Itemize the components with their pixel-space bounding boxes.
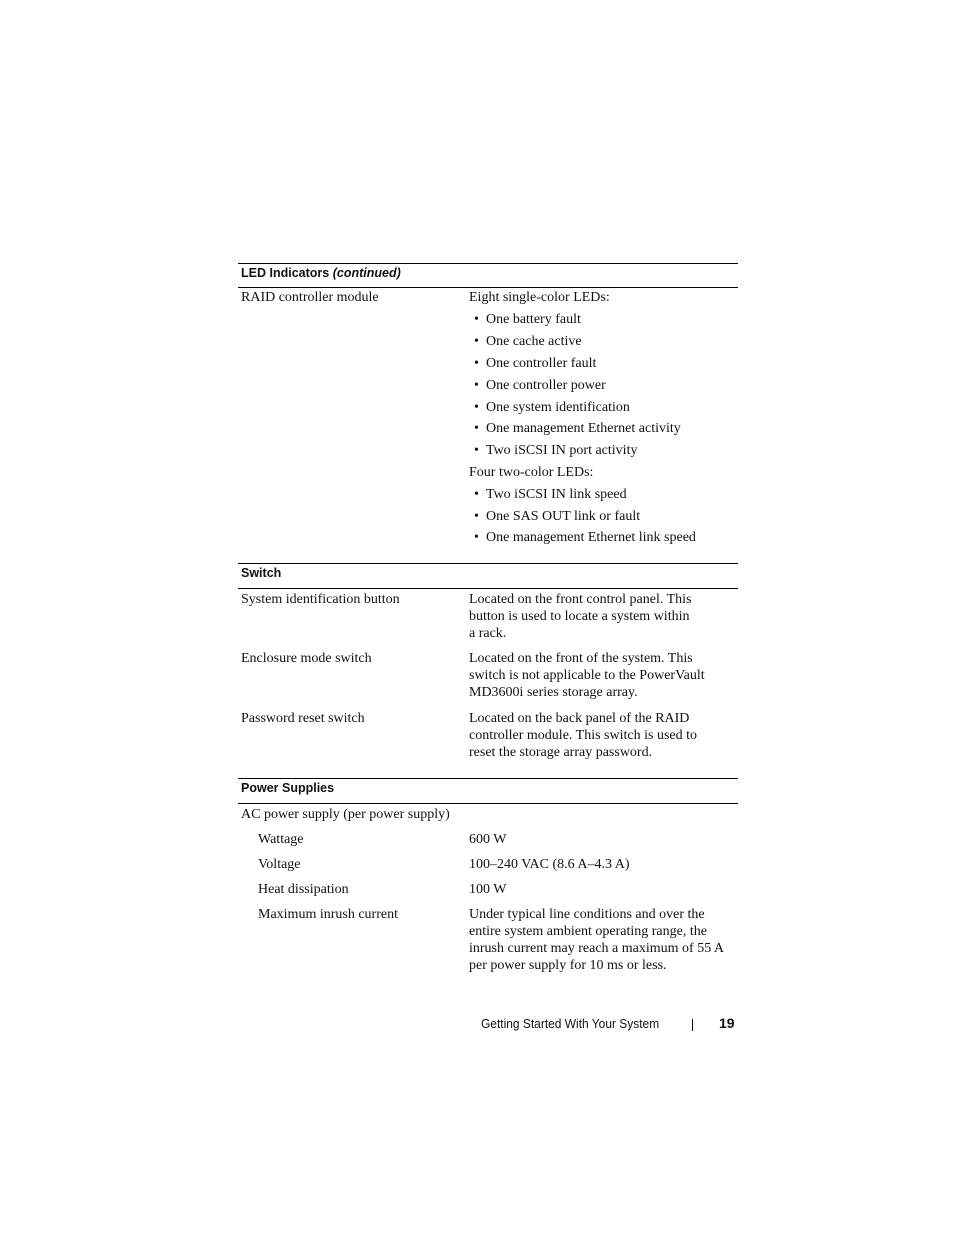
list-item: One cache active: [486, 334, 582, 349]
bullet-icon: •: [474, 443, 479, 458]
led-header-rule: [238, 287, 738, 288]
list-item: One system identification: [486, 400, 630, 415]
power-row-value: 100 W: [469, 882, 507, 897]
switch-row-label: System identification button: [241, 592, 400, 607]
bullet-icon: •: [474, 356, 479, 371]
switch-row-label: Enclosure mode switch: [241, 651, 372, 666]
led-intro-two: Four two-color LEDs:: [469, 465, 594, 480]
switch-row-value: Located on the front control panel. This button is used to locate a system within a rack.: [469, 592, 692, 641]
list-item: One battery fault: [486, 312, 581, 327]
switch-top-rule: [238, 563, 738, 564]
list-item: Two iSCSI IN link speed: [486, 487, 627, 502]
led-section-heading: [241, 266, 401, 280]
list-item: Two iSCSI IN port activity: [486, 443, 638, 458]
led-row-label: RAID controller module: [241, 290, 379, 305]
list-item: One controller power: [486, 378, 606, 393]
led-top-rule: [238, 263, 738, 264]
led-intro-single: Eight single-color LEDs:: [469, 290, 610, 305]
power-row-value: 600 W: [469, 832, 507, 847]
bullet-icon: •: [474, 509, 479, 524]
list-item: One management Ethernet link speed: [486, 530, 696, 545]
list-item: One controller fault: [486, 356, 597, 371]
led-section-title-suffix: (continued): [332, 266, 401, 280]
power-row-label: Maximum inrush current: [258, 907, 398, 922]
footer-separator: [692, 1019, 693, 1031]
footer-title: Getting Started With Your System: [481, 1016, 660, 1031]
switch-section-title: Switch: [241, 566, 282, 580]
power-row-label: Voltage: [258, 857, 301, 872]
power-group-label: AC power supply (per power supply): [241, 807, 450, 822]
power-row-label: Heat dissipation: [258, 882, 349, 897]
list-item: One management Ethernet activity: [486, 421, 681, 436]
power-row-label: Wattage: [258, 832, 304, 847]
bullet-icon: •: [474, 334, 479, 349]
page-number: 19: [719, 1015, 735, 1031]
bullet-icon: •: [474, 487, 479, 502]
power-section-title: Power Supplies: [241, 781, 335, 795]
switch-row-value: Located on the back panel of the RAID controller module. This switch is used to reset the storage array password.: [469, 711, 697, 760]
switch-row-label: Password reset switch: [241, 711, 365, 726]
power-top-rule: [238, 778, 738, 779]
bullet-icon: •: [474, 312, 479, 327]
power-row-value: 100–240 VAC (8.6 A–4.3 A): [469, 857, 630, 872]
list-item: One SAS OUT link or fault: [486, 509, 641, 524]
bullet-icon: •: [474, 378, 479, 393]
bullet-icon: •: [474, 530, 479, 545]
power-header-rule: [238, 803, 738, 804]
switch-row-value: Located on the front of the system. This switch is not applicable to the PowerVault MD3600i series storage array.: [469, 651, 705, 700]
bullet-icon: •: [474, 421, 479, 436]
led-section-title: LED Indicators: [241, 266, 330, 280]
bullet-icon: •: [474, 400, 479, 415]
power-row-value: Under typical line conditions and over the entire system ambient operating range, the inrush current may reach a maximum of 55 A per power supply for 10 ms or less.: [469, 907, 724, 973]
switch-header-rule: [238, 588, 738, 589]
